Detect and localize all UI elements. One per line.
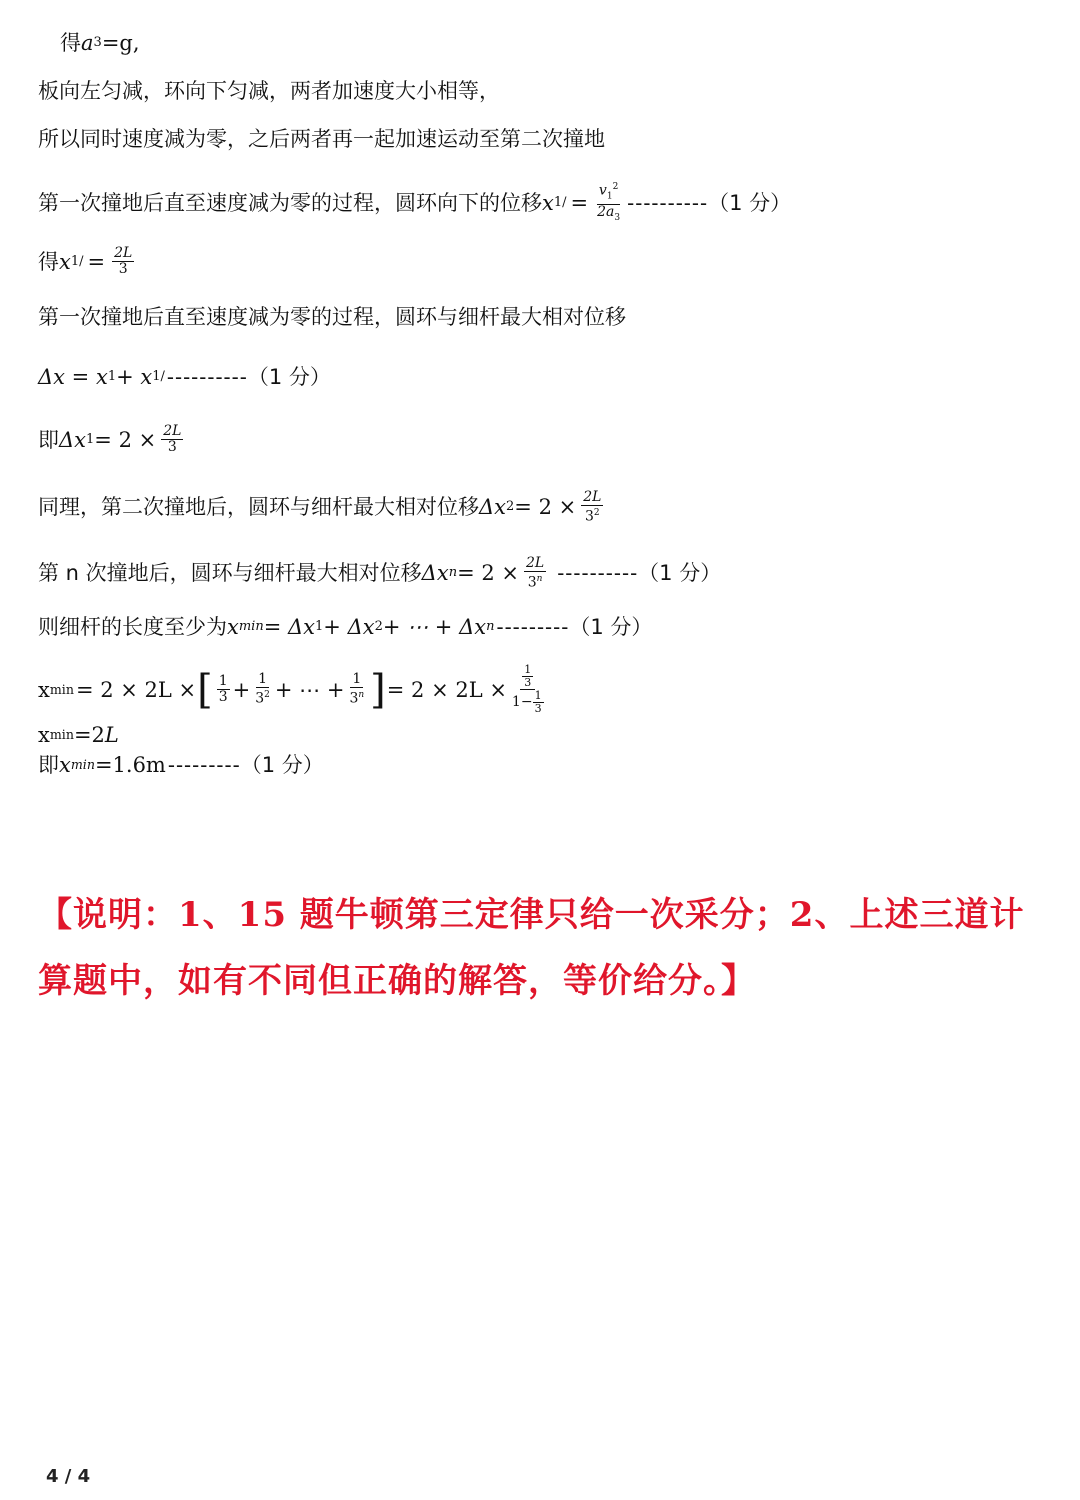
- line-deceleration: 板向左匀减，环向下匀减，两者加速度大小相等，: [38, 79, 500, 103]
- line-delta-xn: 第 n 次撞地后，圆环与细杆最大相对位移 Δx n = 2 × $\frac{2L}{3^n}$ ---------- （1 分）: [38, 555, 722, 591]
- line-delta-x-sum: Δx = x 1 + x 1 / ---------- （1 分）: [38, 365, 331, 389]
- line-a3-result: 得 a 3 =g,: [60, 31, 140, 55]
- fraction-v1sq-over-2a3: $\frac{v_1^2}{2a_3}$: [597, 182, 621, 224]
- fraction-geometric-sum: $\frac{1}{3}$ 1− $\frac{1}{3}$: [511, 663, 542, 715]
- fraction-1-over-3: $\frac{1}{3}$: [218, 673, 228, 705]
- right-bracket: ]: [370, 666, 386, 713]
- line-xmin-series: x min = 2 × 2L × [ $\frac{1}{3}$ + $\frac{1}{3^2}$ + ⋯ + $\frac{1}{3^n}$ ] = 2 × 2L × $\frac{1}{3}$ 1− $\frac{1}{3}$: [38, 664, 549, 715]
- fraction-2L-over-3: $\frac{2L}{3}$: [163, 423, 182, 455]
- line-ring-displacement: 第一次撞地后直至速度减为零的过程，圆环向下的位移 x 1 / = $\frac{v_1^2}{2a_3}$ ---------- （1 分）: [38, 180, 791, 226]
- left-bracket: [: [197, 666, 213, 713]
- line-delta-x1: 即 Δx 1 = 2 × $\frac{2L}{3}$: [38, 423, 182, 455]
- fraction-2L-over-3sq: $\frac{2L}{3^2}$: [583, 489, 602, 525]
- page-number: 4 / 4: [46, 1466, 91, 1487]
- line-xmin-sum: 则细杆的长度至少为 x min = Δx 1 + Δx 2 + ⋯ + Δx n --------- （1 分）: [38, 615, 653, 639]
- line-max-relative-displacement: 第一次撞地后直至速度减为零的过程，圆环与细杆最大相对位移: [38, 305, 626, 329]
- line-xmin-2L: x min =2 L: [38, 723, 119, 747]
- line-delta-x2: 同理，第二次撞地后，圆环与细杆最大相对位移 Δx 2 = 2 × $\frac{2L}{3^2}$: [38, 489, 602, 525]
- fraction-1-over-3sq: $\frac{1}{3^2}$: [255, 671, 270, 707]
- line-x1-prime-value: 得 x 1 / = $\frac{2L}{3}$: [38, 245, 133, 277]
- line-xmin-final: 即 x min =1.6m --------- （1 分）: [38, 753, 324, 777]
- fraction-2L-over-3: $\frac{2L}{3}$: [114, 245, 133, 277]
- line-simultaneous-stop: 所以同时速度减为零，之后两者再一起加速运动至第二次撞地: [38, 127, 605, 151]
- fraction-2L-over-3n: $\frac{2L}{3^n}$: [525, 555, 545, 591]
- grading-note: 【说明：1、15 题牛顿第三定律只给一次采分；2、上述三道计算题中，如有不同但正确的解答，等价给分。】: [38, 895, 1025, 1001]
- fraction-1-over-3n: $\frac{1}{3^n}$: [349, 671, 365, 707]
